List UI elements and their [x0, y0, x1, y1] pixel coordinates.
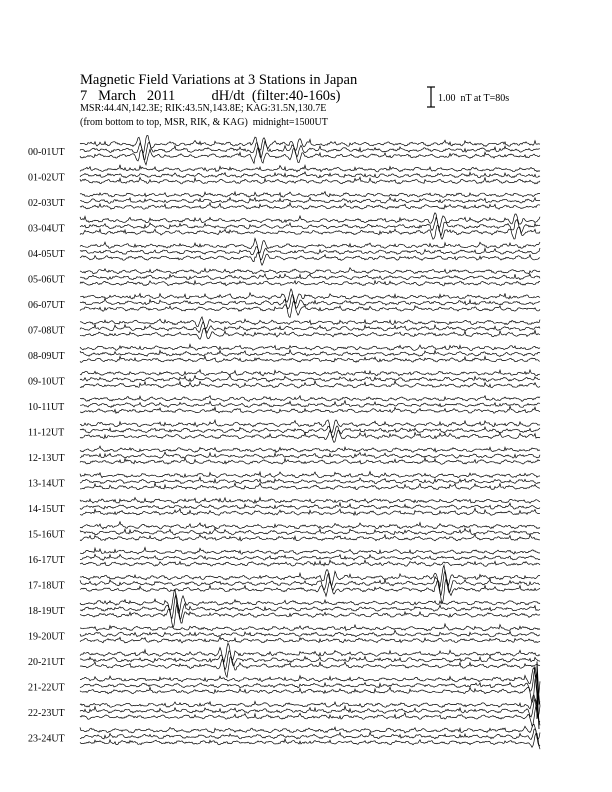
trace-kag	[80, 289, 540, 303]
trace-rik	[80, 401, 540, 408]
trace-kag	[80, 370, 540, 376]
trace-msr	[80, 637, 540, 643]
trace-rik	[80, 528, 540, 535]
trace-kag	[80, 268, 540, 274]
hour-label: 02-03UT	[28, 198, 65, 209]
trace-msr	[80, 406, 540, 413]
trace-rik	[80, 554, 540, 560]
hour-label: 00-01UT	[28, 147, 65, 158]
trace-rik	[80, 375, 540, 382]
trace-msr	[80, 203, 540, 209]
scale-label: 1.00 nT at T=80s	[438, 93, 510, 104]
hour-label: 10-11UT	[28, 402, 65, 413]
trace-kag	[80, 522, 540, 529]
trace-kag	[80, 344, 540, 350]
hour-label: 13-14UT	[28, 478, 65, 490]
hour-label: 17-18UT	[28, 580, 65, 592]
trace-msr	[80, 430, 540, 442]
trace-msr	[80, 483, 540, 490]
hour-label: 03-04UT	[28, 223, 65, 235]
hour-label: 12-13UT	[28, 453, 65, 464]
trace-msr	[80, 508, 540, 515]
trace-rik	[80, 630, 540, 637]
trace-msr	[80, 603, 540, 628]
hour-label: 06-07UT	[28, 300, 65, 311]
trace-kag	[80, 668, 540, 699]
trace-kag	[80, 498, 540, 504]
trace-msr	[80, 560, 540, 566]
chart-title: Magnetic Field Variations at 3 Stations in Japan	[80, 72, 358, 88]
trace-msr	[80, 356, 540, 362]
trace-kag	[80, 446, 540, 452]
trace-msr	[80, 252, 540, 265]
hour-label: 07-08UT	[28, 325, 65, 337]
hour-label: 21-22UT	[28, 682, 65, 694]
trace-kag	[80, 135, 540, 153]
trace-rik	[80, 503, 540, 510]
chart-subtitle: 7 March 2011 dH/dt (filter:40-160s)	[80, 88, 341, 104]
trace-msr	[80, 328, 540, 339]
trace-rik	[80, 274, 540, 280]
trace-msr	[80, 534, 540, 541]
trace-rik	[80, 197, 540, 203]
station-order-note: (from bottom to top, MSR, RIK, & KAG) midnight=1500UT	[80, 117, 328, 128]
trace-kag	[80, 238, 540, 252]
trace-rik	[80, 477, 540, 484]
hour-label: 18-19UT	[28, 606, 65, 617]
station-coordinates: MSR:44.4N,142.3E; RIK:43.5N,143.8E; KAG:31.5N,130.7E	[80, 103, 327, 114]
hour-label: 19-20UT	[28, 631, 65, 643]
trace-rik	[80, 452, 540, 458]
hour-label: 09-10UT	[28, 376, 65, 388]
hour-label: 04-05UT	[28, 249, 65, 260]
hour-label: 14-15UT	[28, 504, 65, 515]
hour-label: 05-06UT	[28, 274, 65, 286]
trace-msr	[80, 458, 540, 464]
hour-label: 22-23UT	[28, 708, 65, 719]
trace-kag	[80, 724, 540, 739]
trace-msr	[80, 281, 540, 286]
hour-label: 01-02UT	[28, 172, 65, 184]
hour-label: 16-17UT	[28, 555, 65, 566]
hour-label: 11-12UT	[28, 427, 65, 439]
trace-msr	[80, 177, 540, 184]
trace-msr	[80, 579, 540, 603]
hour-label: 20-21UT	[28, 657, 65, 668]
trace-kag	[80, 192, 540, 198]
trace-rik	[80, 699, 540, 723]
trace-msr	[80, 381, 540, 388]
hour-label: 23-24UT	[28, 733, 65, 745]
hour-label: 08-09UT	[28, 351, 65, 362]
trace-rik	[80, 350, 540, 357]
trace-kag	[80, 548, 540, 555]
trace-kag	[80, 695, 540, 717]
hour-label: 15-16UT	[28, 529, 65, 541]
trace-kag	[80, 165, 540, 172]
trace-kag	[80, 396, 540, 402]
trace-kag	[80, 472, 540, 478]
trace-rik	[80, 172, 540, 178]
trace-rik	[80, 667, 540, 704]
trace-kag	[80, 624, 540, 631]
